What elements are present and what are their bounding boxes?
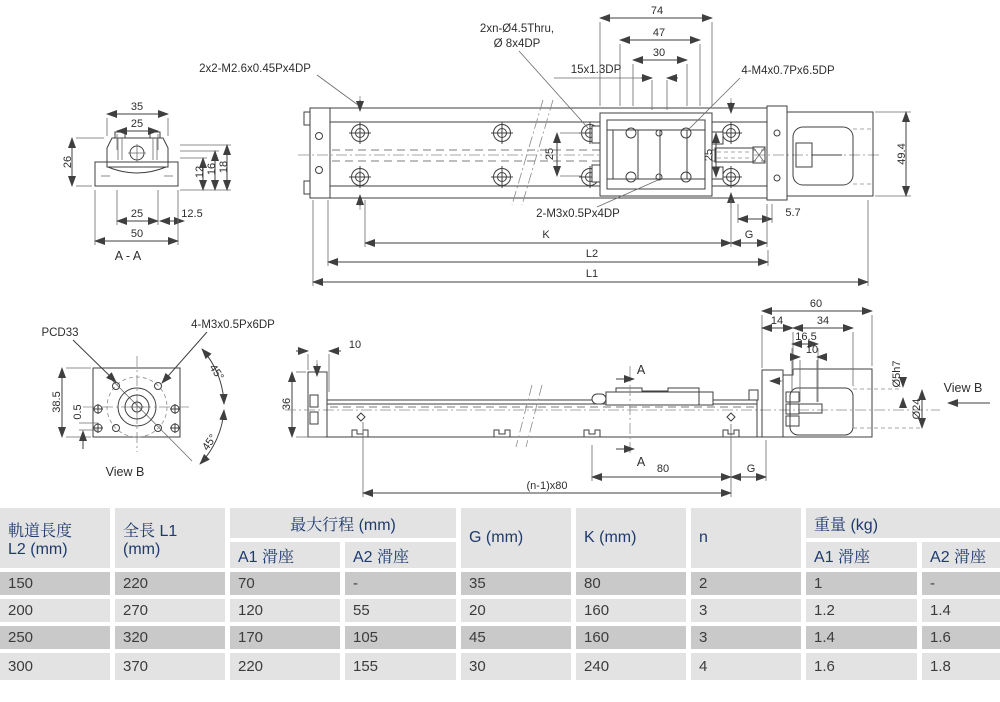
table-cell: 4	[691, 653, 806, 680]
dim-label: G	[746, 463, 756, 475]
dim-label: 30	[652, 47, 666, 59]
dim-label: 50	[130, 228, 144, 240]
table-cell: 300	[0, 653, 115, 680]
section-arrow-label: A	[636, 363, 646, 377]
dim-label: 36	[281, 397, 293, 411]
dim-label: Ø5h7	[891, 360, 903, 388]
dim-label: L2	[585, 248, 599, 260]
table-cell: 270	[115, 599, 230, 626]
column-header-l1	[115, 508, 230, 572]
table-row	[0, 626, 1000, 653]
table-row	[0, 572, 1000, 599]
table-cell: 1.4	[806, 626, 922, 653]
table-cell: 80	[576, 572, 691, 599]
dim-label: 5.7	[785, 207, 801, 219]
column-header-stroke: 最大行程 (mm)	[230, 508, 461, 542]
header-line: 軌道長度	[8, 522, 73, 540]
dim-label: 35	[130, 101, 144, 113]
table-cell: 1.6	[922, 626, 1000, 653]
dim-label: K	[542, 229, 550, 241]
dim-label: 25	[130, 208, 144, 220]
view-b-flange	[41, 319, 275, 479]
pcd-note: PCD33	[41, 327, 79, 339]
table-cell: 1.8	[922, 653, 1000, 680]
m3-note: 4-M3x0.5Px6DP	[191, 319, 275, 331]
column-header-n: n	[691, 508, 806, 572]
table-cell: 250	[0, 626, 115, 653]
dim-label: 49.4	[896, 143, 908, 165]
table-cell: 220	[230, 653, 345, 680]
table-row	[0, 653, 1000, 680]
spec-table	[0, 508, 1000, 680]
table-cell: 1	[806, 572, 922, 599]
side-elevation-view	[281, 298, 990, 497]
section-arrow-label: A	[636, 455, 646, 469]
dim-label: 74	[650, 5, 664, 17]
dim-label: 0.5	[72, 404, 84, 420]
section-aa-view	[62, 101, 231, 263]
table-cell: 160	[576, 626, 691, 653]
table-cell: 320	[115, 626, 230, 653]
table-cell: 35	[461, 572, 576, 599]
table-cell: 55	[345, 599, 461, 626]
column-header-stroke-a2: A2 滑座	[345, 542, 461, 572]
dim-label: 26	[62, 155, 74, 169]
m3-thread-note: 2-M3x0.5Px4DP	[536, 208, 620, 220]
table-cell: 3	[691, 626, 806, 653]
table-cell: 150	[0, 572, 115, 599]
dim-label: 38.5	[51, 391, 63, 413]
header-line: L2 (mm)	[8, 540, 68, 558]
table-cell: 155	[345, 653, 461, 680]
dim-label: L1	[585, 268, 599, 280]
table-row	[0, 599, 1000, 626]
dim-label: 80	[656, 463, 670, 475]
table-cell: 1.4	[922, 599, 1000, 626]
m26-thread-note: 2x2-M2.6x0.45Px4DP	[199, 63, 311, 75]
table-cell: 1.2	[806, 599, 922, 626]
column-header-k: K (mm)	[576, 508, 691, 572]
dim-label: 25	[703, 148, 715, 162]
view-b-reference: View B	[943, 381, 983, 395]
column-header-weight: 重量 (kg)	[806, 508, 1000, 542]
angle-label: 45°	[200, 432, 220, 453]
dim-label: 10	[805, 344, 819, 356]
dim-label: Ø24	[911, 398, 923, 420]
thru-hole-note-line2: Ø 8x4DP	[493, 38, 541, 50]
dim-label: G	[744, 229, 754, 241]
dim-label: 25	[130, 118, 144, 130]
dim-label: 12.5	[181, 208, 203, 220]
table-cell: 20	[461, 599, 576, 626]
view-b-title: View B	[105, 465, 145, 479]
dim-label: 47	[652, 27, 666, 39]
table-cell: -	[345, 572, 461, 599]
top-plan-view	[199, 5, 911, 286]
m4-thread-note: 4-M4x0.7Px6.5DP	[741, 65, 835, 77]
thread-note: 15x1.3DP	[570, 64, 622, 76]
table-cell: 200	[0, 599, 115, 626]
table-cell: 1.6	[806, 653, 922, 680]
column-header-l2	[0, 508, 115, 572]
dim-label: (n-1)x80	[526, 480, 568, 492]
header-line: 全長 L1	[123, 522, 178, 540]
table-cell: 2	[691, 572, 806, 599]
column-header-weight-a1: A1 滑座	[806, 542, 922, 572]
table-cell: 70	[230, 572, 345, 599]
table-cell: 170	[230, 626, 345, 653]
dim-label: 16.5	[795, 331, 817, 343]
dim-label: 18	[218, 160, 230, 174]
table-cell: 370	[115, 653, 230, 680]
dim-label: 34	[816, 315, 830, 327]
dim-label: 12	[194, 165, 206, 179]
angle-label: 45°	[206, 362, 226, 383]
table-cell: 240	[576, 653, 691, 680]
table-cell: -	[922, 572, 1000, 599]
table-cell: 105	[345, 626, 461, 653]
dim-label: 25	[544, 147, 556, 161]
dim-label: 60	[809, 298, 823, 310]
table-cell: 160	[576, 599, 691, 626]
dim-label: 10	[348, 339, 362, 351]
dim-label: 14	[770, 315, 784, 327]
thru-hole-note-line1: 2xn-Ø4.5Thru,	[479, 23, 555, 35]
mounting-slots	[352, 413, 739, 437]
header-line: (mm)	[123, 540, 161, 558]
column-header-stroke-a1: A1 滑座	[230, 542, 345, 572]
section-title: A - A	[114, 249, 142, 263]
carriage-side-view	[592, 388, 713, 405]
table-cell: 30	[461, 653, 576, 680]
column-header-weight-a2: A2 滑座	[922, 542, 1000, 572]
table-cell: 3	[691, 599, 806, 626]
column-header-g: G (mm)	[461, 508, 576, 572]
table-cell: 45	[461, 626, 576, 653]
dim-label: 16	[206, 162, 218, 176]
table-cell: 120	[230, 599, 345, 626]
table-cell: 220	[115, 572, 230, 599]
